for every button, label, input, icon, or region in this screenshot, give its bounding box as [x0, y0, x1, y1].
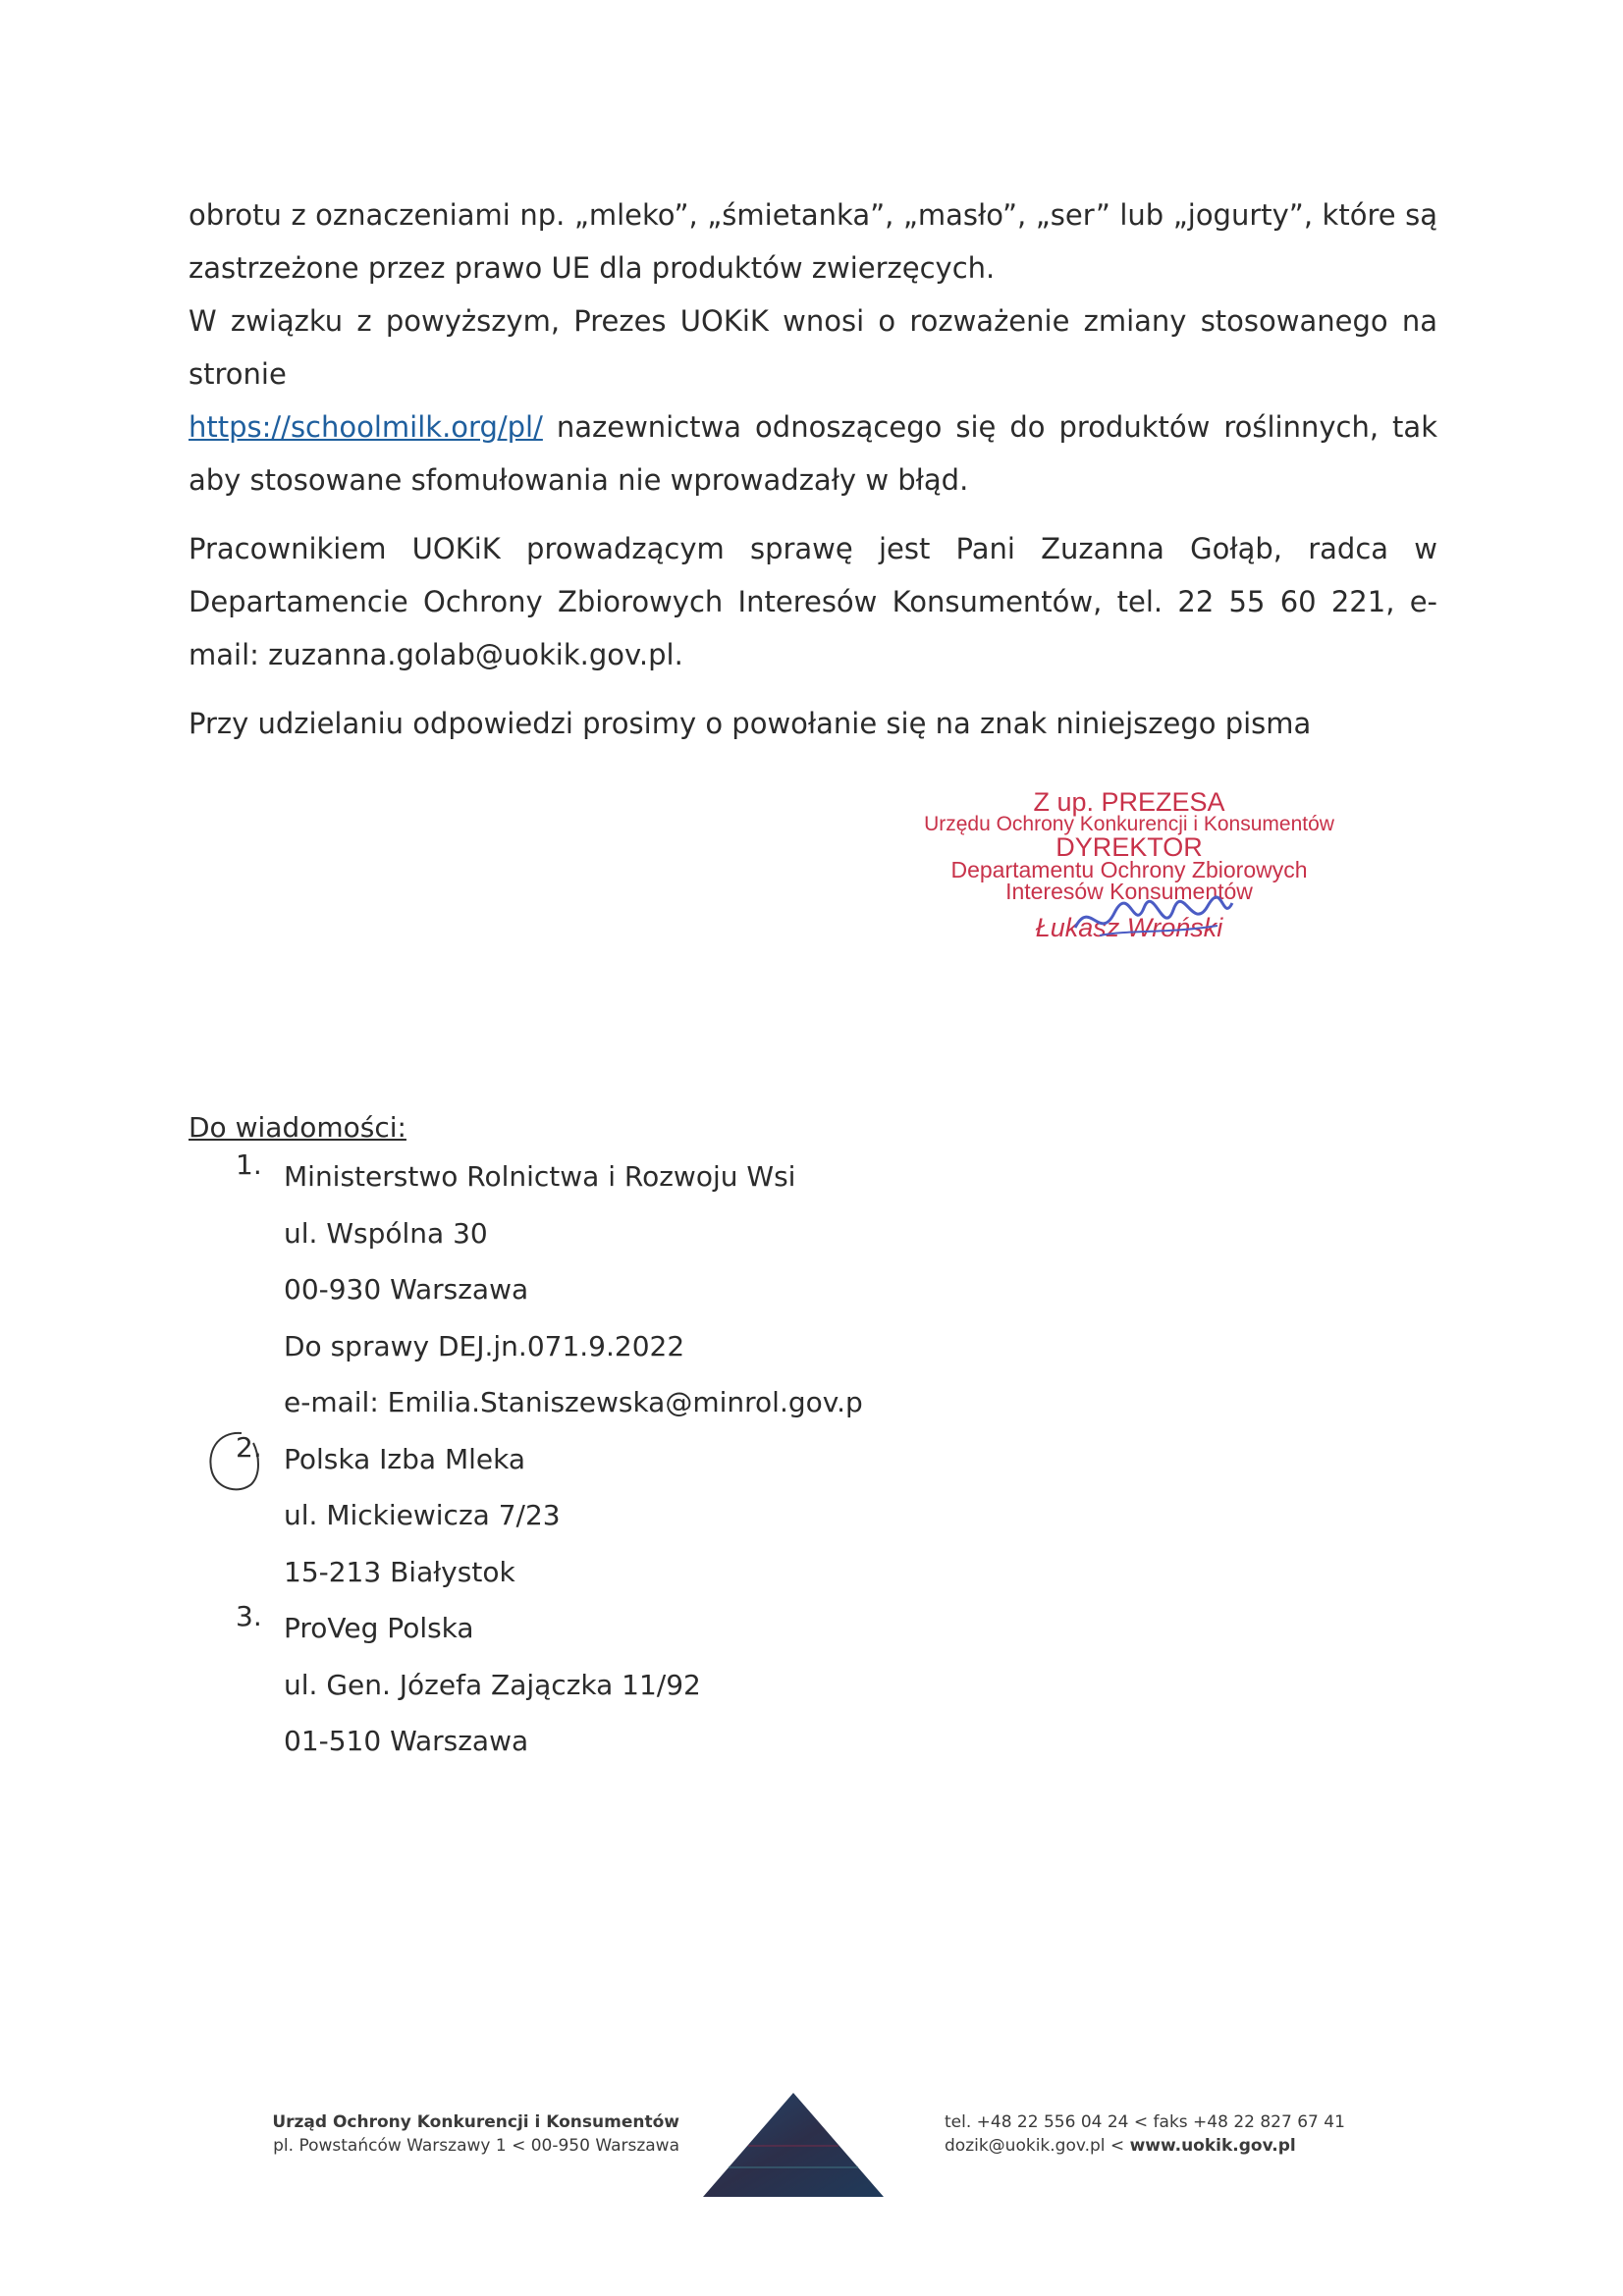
footer-phone-fax: tel. +48 22 556 04 24 < faks +48 22 827 67 41: [945, 2112, 1345, 2132]
handwritten-signature-icon: [1070, 888, 1237, 947]
cc-line: 01-510 Warszawa: [284, 1725, 529, 1757]
stamp-line-title: DYREKTOR: [1055, 832, 1203, 862]
cc-line: ProVeg Polska: [284, 1612, 474, 1644]
cc-recipient-1: [189, 1148, 863, 1431]
footer-email-web: [945, 2134, 1345, 2158]
footer-email: dozik@uokik.gov.pl <: [945, 2136, 1130, 2156]
cc-item-number: 3.: [236, 1600, 262, 1632]
footer-contact-block: [945, 2110, 1345, 2158]
cc-line: 15-213 Białystok: [284, 1555, 515, 1588]
paragraph-2-rest: nazewnictwa odnoszącego się do produktów roślinnych, tak aby stosowane sfomułowania nie wprowadzały w błąd.: [189, 410, 1437, 497]
cc-heading: Do wiadomości:: [189, 1111, 406, 1144]
footer-address-block: [236, 2110, 679, 2158]
footer-address: pl. Powstańców Warszawy 1 < 00-950 Warszawa: [273, 2136, 679, 2156]
cc-line: Ministerstwo Rolnictwa i Rozwoju Wsi: [284, 1160, 796, 1193]
footer-website-link[interactable]: www.uokik.gov.pl: [1129, 2136, 1296, 2156]
uokik-logo-icon: [699, 2089, 888, 2201]
cc-line: ul. Gen. Józefa Zajączka 11/92: [284, 1668, 701, 1701]
paragraph-1-line-2: zastrzeżone przez prawo UE dla produktów zwierzęcych.: [189, 251, 996, 285]
stamp-line-authority: Z up. PREZESA: [1033, 787, 1225, 817]
cc-line: Do sprawy DEJ.jn.071.9.2022: [284, 1329, 685, 1362]
letter-body: [189, 188, 1437, 750]
cc-line: Polska Izba Mleka: [284, 1442, 525, 1475]
cc-recipient-list: [189, 1148, 863, 1770]
cc-recipient-3: [189, 1600, 863, 1770]
cc-recipient-2: [189, 1431, 863, 1601]
cc-line: ul. Wspólna 30: [284, 1216, 488, 1250]
paragraph-2-first-line: W związku z powyższym, Prezes UOKiK wnosi o rozważenie zmiany stosowanego na stronie: [189, 304, 1437, 391]
paragraph-2: [189, 294, 1437, 507]
paragraph-1-line-1: obrotu z oznaczeniami np. „mleko”, „śmietanka”, „masło”, „ser” lub „jogurty”, które są: [189, 198, 1437, 232]
stamp-line-department: Departamentu Ochrony Zbiorowych: [950, 857, 1308, 882]
director-stamp: [903, 787, 1355, 977]
paragraph-3: Pracownikiem UOKiK prowadzącym sprawę jest Pani Zuzanna Gołąb, radca w Departamencie Ochrony Zbiorowych Interesów Konsumentów, tel. 22 55 60 221, e-mail: zuzanna.golab@uokik.gov.pl.: [189, 532, 1437, 671]
paragraph-4: Przy udzielaniu odpowiedzi prosimy o powołanie się na znak niniejszego pisma: [189, 707, 1312, 740]
cc-item-number: 1.: [236, 1148, 262, 1181]
stamp-line-office: Urzędu Ochrony Konkurencji i Konsumentów: [924, 813, 1334, 835]
cc-line: 00-930 Warszawa: [284, 1273, 529, 1306]
schoolmilk-link[interactable]: https://schoolmilk.org/pl/: [189, 410, 543, 444]
stamp-line-name: Łukasz Wroński: [1035, 913, 1223, 942]
cc-item-number: 2.: [236, 1430, 262, 1464]
footer-org-name: Urząd Ochrony Konkurencji i Konsumentów: [272, 2112, 679, 2132]
cc-line: e-mail: Emilia.Staniszewska@minrol.gov.p: [284, 1386, 863, 1418]
cc-line: ul. Mickiewicza 7/23: [284, 1499, 561, 1531]
stamp-line-interests: Interesów Konsumentów: [1005, 879, 1253, 904]
